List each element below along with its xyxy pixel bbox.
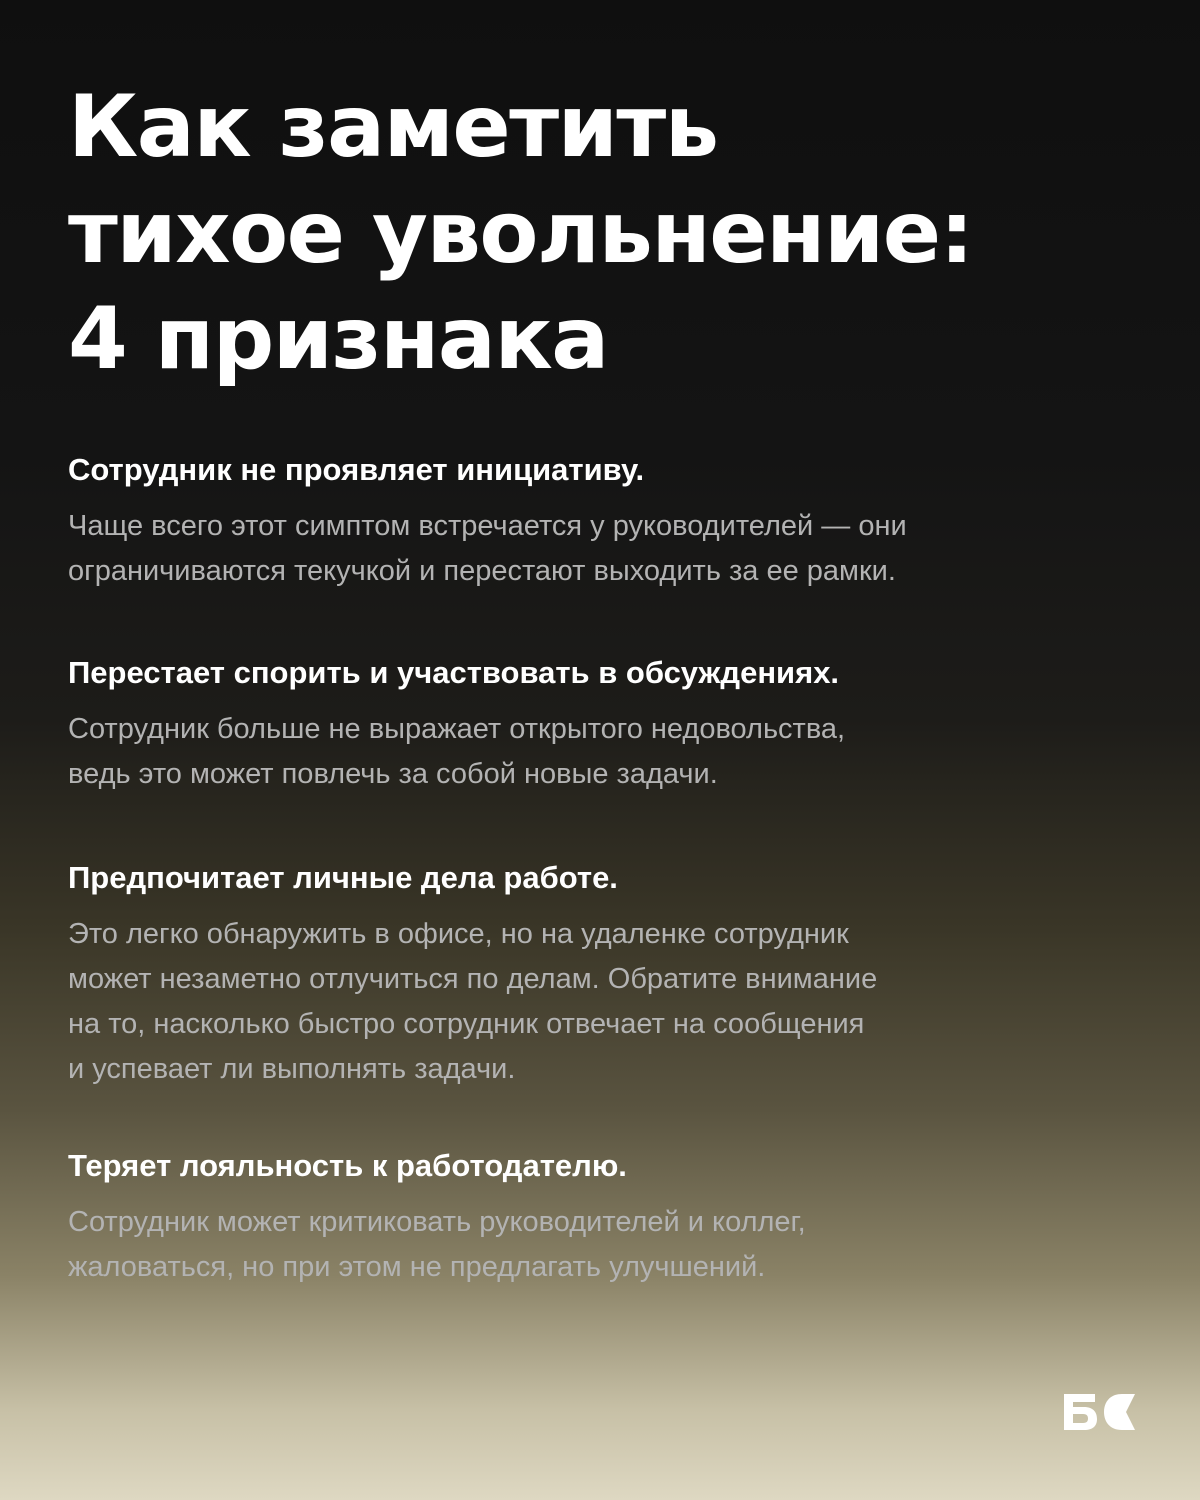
sign-description-line: и успевает ли выполнять задачи. [68,1053,516,1085]
sign-description-line: ведь это может повлечь за собой новые задачи. [68,758,718,790]
sign-description-line: Чаще всего этот симптом встречается у руководителей — они [68,510,907,542]
sign-item [68,450,1138,594]
sign-description [68,707,1138,797]
sign-item [68,858,1138,1092]
sign-heading: Сотрудник не проявляет инициативу. [68,452,645,487]
sign-item [68,653,1138,797]
sign-description-line: ограничиваются текучкой и перестают выходить за ее рамки. [68,555,896,587]
sign-item [68,1146,1138,1290]
title-line: Как заметить [68,77,718,177]
title-line: 4 признака [68,289,608,389]
title-line: тихое увольнение: [68,183,973,283]
sign-description-line: на то, насколько быстро сотрудник отвечает на сообщения [68,1008,865,1040]
sign-description [68,1200,1138,1290]
bs-logo-icon [1062,1392,1138,1432]
sign-heading: Теряет лояльность к работодателю. [68,1148,627,1183]
sign-description-line: Это легко обнаружить в офисе, но на удаленке сотрудник [68,918,849,950]
sign-description-line: может незаметно отлучиться по делам. Обратите внимание [68,963,878,995]
sign-description-line: жаловаться, но при этом не предлагать улучшений. [68,1251,766,1283]
sign-heading: Предпочитает личные дела работе. [68,860,618,895]
sign-description [68,912,1138,1092]
sign-heading: Перестает спорить и участвовать в обсуждениях. [68,655,840,690]
sign-description-line: Сотрудник может критиковать руководителей и коллег, [68,1206,806,1238]
page-title [68,74,1128,392]
sign-description-line: Сотрудник больше не выражает открытого недовольства, [68,713,846,745]
sign-description [68,504,1138,594]
